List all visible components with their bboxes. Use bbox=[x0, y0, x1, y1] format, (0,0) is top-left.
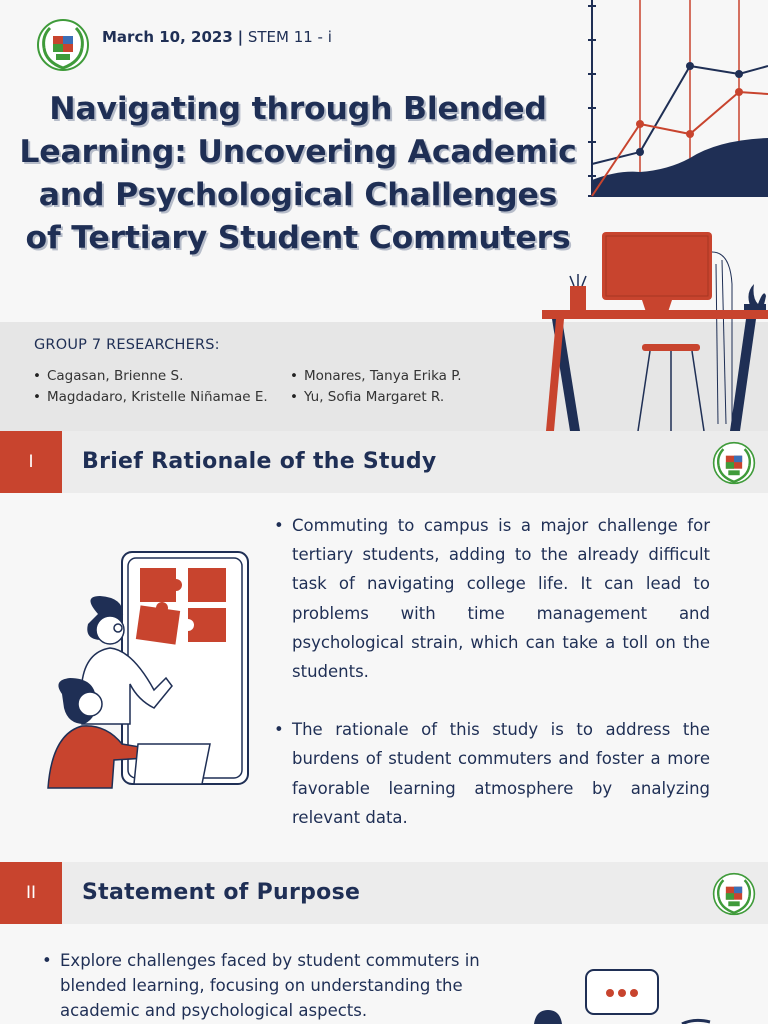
strand-section: STEM 11 - i bbox=[247, 28, 332, 46]
purpose-bullet: • Explore challenges faced by student commuters in blended learning, focusing on understanding the academic and psychological aspects. bbox=[42, 948, 482, 1023]
rationale-bullet-list bbox=[274, 511, 710, 861]
section-title: Statement of Purpose bbox=[82, 880, 361, 905]
header-separator: | bbox=[237, 28, 244, 46]
students-puzzle-illustration bbox=[42, 548, 254, 796]
researchers-list-right bbox=[290, 366, 462, 408]
section-number: II bbox=[0, 862, 62, 924]
chat-bubble-illustration bbox=[530, 964, 730, 1024]
line-chart-illustration bbox=[588, 0, 768, 204]
rationale-bullet: • The rationale of this study is to address the burdens of student commuters and foster a more favorable learning atmosphere by analyzing relevant data. bbox=[274, 715, 710, 832]
publication-date: March 10, 2023 bbox=[102, 28, 233, 46]
desk-computer-illustration bbox=[540, 224, 768, 435]
researcher-name: • Cagasan, Brienne S. bbox=[33, 366, 268, 387]
rationale-bullet: • Commuting to campus is a major challenge for tertiary students, adding to the already difficult task of navigating college life. It can lead to problems with time management and psychological strain, which can take a toll on the students. bbox=[274, 511, 710, 686]
section-number: I bbox=[0, 431, 62, 493]
researchers-list-left bbox=[33, 366, 268, 408]
header-date-line bbox=[102, 28, 332, 46]
school-seal-icon bbox=[36, 18, 90, 72]
section-title: Brief Rationale of the Study bbox=[82, 449, 437, 474]
researcher-name: • Monares, Tanya Erika P. bbox=[290, 366, 462, 387]
researchers-heading: GROUP 7 RESEARCHERS: bbox=[34, 337, 220, 353]
section-header-rationale bbox=[0, 431, 768, 493]
section-header-purpose bbox=[0, 862, 768, 924]
researcher-name: • Magdadaro, Kristelle Niñamae E. bbox=[33, 387, 268, 408]
school-seal-icon bbox=[712, 872, 756, 916]
researcher-name: • Yu, Sofia Margaret R. bbox=[290, 387, 462, 408]
school-seal-icon bbox=[712, 441, 756, 485]
poster-title: Navigating through Blended Learning: Uncovering Academic and Psychological Challenges of Tertiary Student Commuters bbox=[19, 91, 577, 256]
purpose-bullet-list bbox=[42, 948, 482, 1023]
